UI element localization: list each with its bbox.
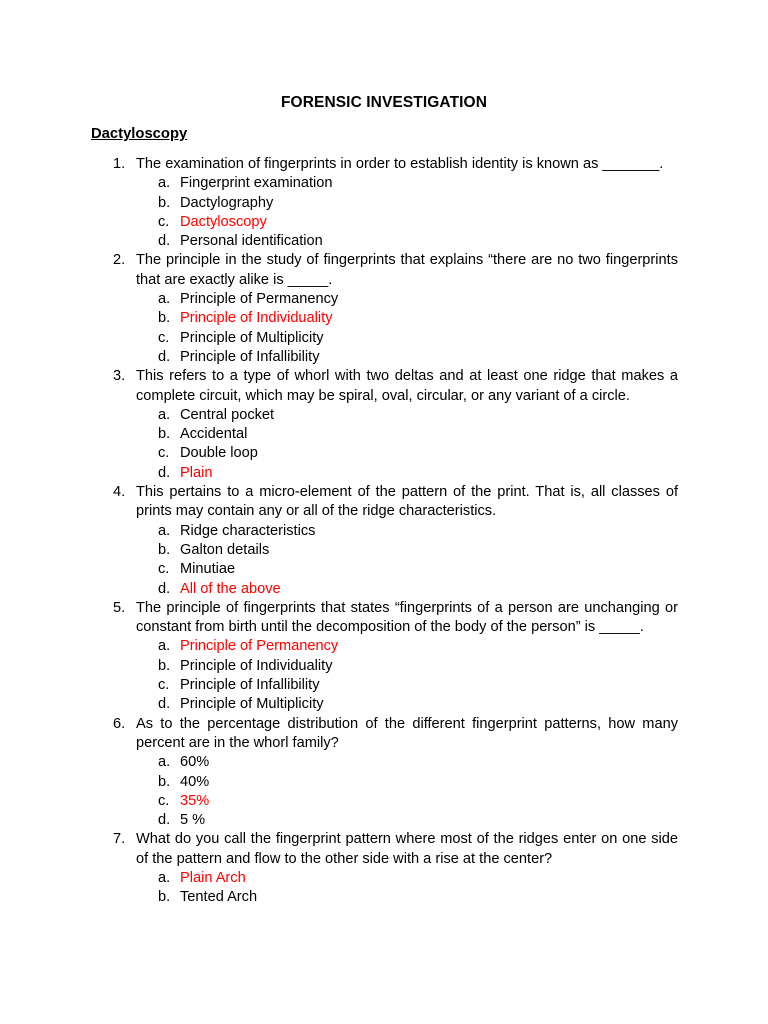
option-text: Principle of Infallibility bbox=[180, 348, 320, 365]
option-text-correct: Principle of Permanency bbox=[180, 638, 339, 655]
document-title: FORENSIC INVESTIGATION bbox=[280, 94, 487, 111]
question-text: What do you call the fingerprint pattern where most of the ridges enter on one side of the pattern and flow to the other side with a rise at the center? bbox=[136, 831, 678, 867]
option-letter: b. bbox=[158, 426, 171, 443]
option-letter: a. bbox=[158, 406, 171, 423]
option-letter: d. bbox=[158, 233, 171, 250]
option-item bbox=[136, 290, 678, 309]
option-item bbox=[136, 329, 678, 348]
option-letter: b. bbox=[158, 657, 171, 674]
question-item-6 bbox=[110, 715, 678, 831]
question-item-3 bbox=[110, 367, 678, 483]
option-letter: c. bbox=[158, 329, 170, 346]
option-item bbox=[136, 348, 678, 367]
question-item-4 bbox=[110, 483, 678, 599]
option-text: 5 % bbox=[180, 812, 206, 829]
option-text: Principle of Permanency bbox=[180, 291, 339, 308]
option-list bbox=[136, 290, 678, 367]
option-list bbox=[136, 753, 678, 830]
option-item bbox=[136, 676, 678, 695]
option-letter: a. bbox=[158, 291, 171, 308]
option-letter: a. bbox=[158, 869, 171, 886]
option-letter: c. bbox=[158, 561, 170, 578]
option-item bbox=[136, 174, 678, 193]
question-text: This pertains to a micro-element of the pattern of the print. That is, all classes of prints may contain any or all of the ridge characteristics. bbox=[136, 484, 678, 520]
option-text: Accidental bbox=[180, 426, 248, 443]
question-text: As to the percentage distribution of the different fingerprint patterns, how many percent are in the whorl family? bbox=[136, 715, 678, 751]
question-number: 5. bbox=[113, 599, 126, 616]
option-item bbox=[136, 444, 678, 463]
question-item-1 bbox=[110, 155, 678, 251]
option-text: Minutiae bbox=[180, 561, 236, 578]
question-text: The examination of fingerprints in order to establish identity is known as _______. bbox=[136, 156, 664, 172]
question-list bbox=[110, 155, 678, 908]
option-letter: c. bbox=[158, 213, 170, 230]
option-item bbox=[136, 753, 678, 772]
option-letter: d. bbox=[158, 812, 171, 829]
option-item bbox=[136, 637, 678, 656]
option-text: Principle of Multiplicity bbox=[180, 329, 324, 346]
option-list bbox=[136, 174, 678, 251]
option-text-correct: Plain bbox=[180, 464, 213, 481]
option-letter: b. bbox=[158, 310, 171, 327]
option-list bbox=[136, 522, 678, 599]
option-item bbox=[136, 464, 678, 483]
option-text: 40% bbox=[180, 773, 210, 790]
question-item-7 bbox=[110, 830, 678, 907]
option-text: Fingerprint examination bbox=[180, 175, 333, 192]
option-item bbox=[136, 773, 678, 792]
option-letter: d. bbox=[158, 464, 171, 481]
question-text: The principle in the study of fingerprints that explains “there are no two fingerprints that are exactly alike is _____. bbox=[136, 252, 678, 288]
option-letter: d. bbox=[158, 580, 171, 597]
option-letter: c. bbox=[158, 792, 170, 809]
option-item bbox=[136, 522, 678, 541]
option-letter: b. bbox=[158, 194, 171, 211]
option-letter: a. bbox=[158, 522, 171, 539]
question-item-5 bbox=[110, 599, 678, 715]
option-text: Dactylography bbox=[180, 194, 274, 211]
option-list bbox=[136, 869, 678, 908]
option-item bbox=[136, 888, 678, 907]
option-text: Double loop bbox=[180, 445, 258, 462]
option-item bbox=[136, 560, 678, 579]
option-letter: c. bbox=[158, 677, 170, 694]
option-text-correct: Principle of Individuality bbox=[180, 310, 333, 327]
question-number: 1. bbox=[113, 156, 126, 172]
option-item bbox=[136, 580, 678, 599]
option-item bbox=[136, 213, 678, 232]
option-text: 60% bbox=[180, 754, 210, 771]
option-text-correct: 35% bbox=[180, 792, 210, 809]
option-letter: d. bbox=[158, 696, 171, 713]
option-item bbox=[136, 792, 678, 811]
option-letter: a. bbox=[158, 754, 171, 771]
question-number: 4. bbox=[113, 484, 126, 501]
option-item bbox=[136, 811, 678, 830]
question-number: 7. bbox=[113, 831, 126, 848]
option-text: Ridge characteristics bbox=[180, 522, 316, 539]
option-item bbox=[136, 194, 678, 213]
option-text: Principle of Individuality bbox=[180, 657, 333, 674]
option-letter: b. bbox=[158, 541, 171, 558]
option-text: Galton details bbox=[180, 541, 270, 558]
option-item bbox=[136, 695, 678, 714]
option-text: Principle of Infallibility bbox=[180, 677, 320, 694]
option-text-correct: Dactyloscopy bbox=[180, 213, 267, 230]
option-text-correct: Plain Arch bbox=[180, 869, 246, 886]
option-item bbox=[136, 541, 678, 560]
option-text-correct: All of the above bbox=[180, 580, 281, 597]
option-item bbox=[136, 309, 678, 328]
question-number: 3. bbox=[113, 368, 126, 385]
option-text: Personal identification bbox=[180, 233, 323, 250]
question-text: The principle of fingerprints that states “fingerprints of a person are unchanging or constant from birth until the decomposition of the body of the person” is _____. bbox=[136, 599, 678, 636]
option-text: Principle of Multiplicity bbox=[180, 696, 324, 713]
question-text: This refers to a type of whorl with two deltas and at least one ridge that makes a complete circuit, which may be spiral, oval, circular, or any variant of a circle. bbox=[136, 368, 678, 404]
section-heading: Dactyloscopy bbox=[91, 126, 188, 142]
option-letter: b. bbox=[158, 773, 171, 790]
option-letter: c. bbox=[158, 445, 170, 462]
question-item-2 bbox=[110, 251, 678, 367]
option-letter: d. bbox=[158, 348, 171, 365]
option-item bbox=[136, 425, 678, 444]
option-letter: b. bbox=[158, 889, 171, 906]
option-letter: a. bbox=[158, 638, 171, 655]
option-item bbox=[136, 869, 678, 888]
question-number: 2. bbox=[113, 252, 126, 269]
option-item bbox=[136, 406, 678, 425]
option-text: Tented Arch bbox=[180, 889, 258, 906]
option-text: Central pocket bbox=[180, 406, 275, 423]
option-item bbox=[136, 232, 678, 251]
question-number: 6. bbox=[113, 715, 126, 732]
option-list bbox=[136, 637, 678, 714]
option-list bbox=[136, 406, 678, 483]
option-item bbox=[136, 657, 678, 676]
option-letter: a. bbox=[158, 175, 171, 192]
